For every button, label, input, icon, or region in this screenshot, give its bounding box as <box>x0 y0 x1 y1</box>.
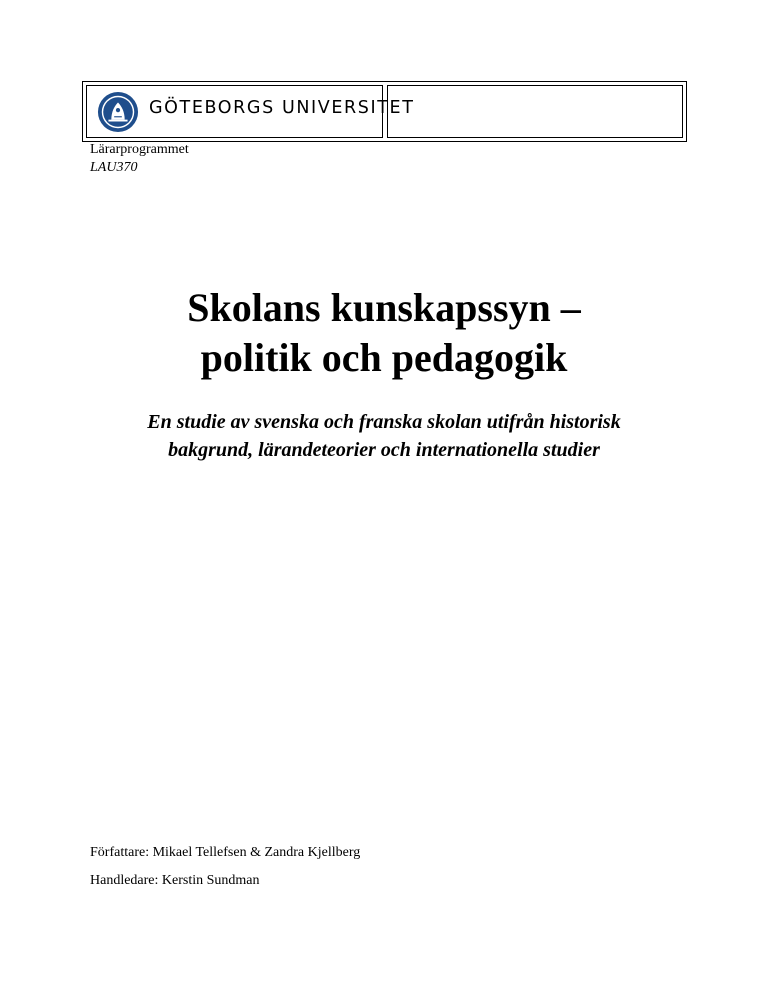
program-name: Lärarprogrammet <box>90 142 189 157</box>
supervisor: Handledare: Kerstin Sundman <box>90 873 260 888</box>
authors: Författare: Mikael Tellefsen & Zandra Kjellberg <box>90 845 361 860</box>
logo-cell <box>86 85 415 138</box>
course-code: LAU370 <box>90 160 138 175</box>
university-seal-icon <box>97 91 139 133</box>
title-line: politik och pedagogik <box>200 335 568 380</box>
header-table <box>82 81 687 142</box>
document-subtitle <box>0 408 768 464</box>
university-name: GÖTEBORGS UNIVERSITET <box>149 98 415 118</box>
subtitle-line: En studie av svenska och franska skolan utifrån historisk <box>147 411 621 433</box>
title-line: Skolans kunskapssyn – <box>187 285 581 330</box>
empty-header-cell <box>387 85 683 138</box>
subtitle-line: bakgrund, lärandeteorier och internationella studier <box>168 439 600 461</box>
document-title <box>0 283 768 383</box>
